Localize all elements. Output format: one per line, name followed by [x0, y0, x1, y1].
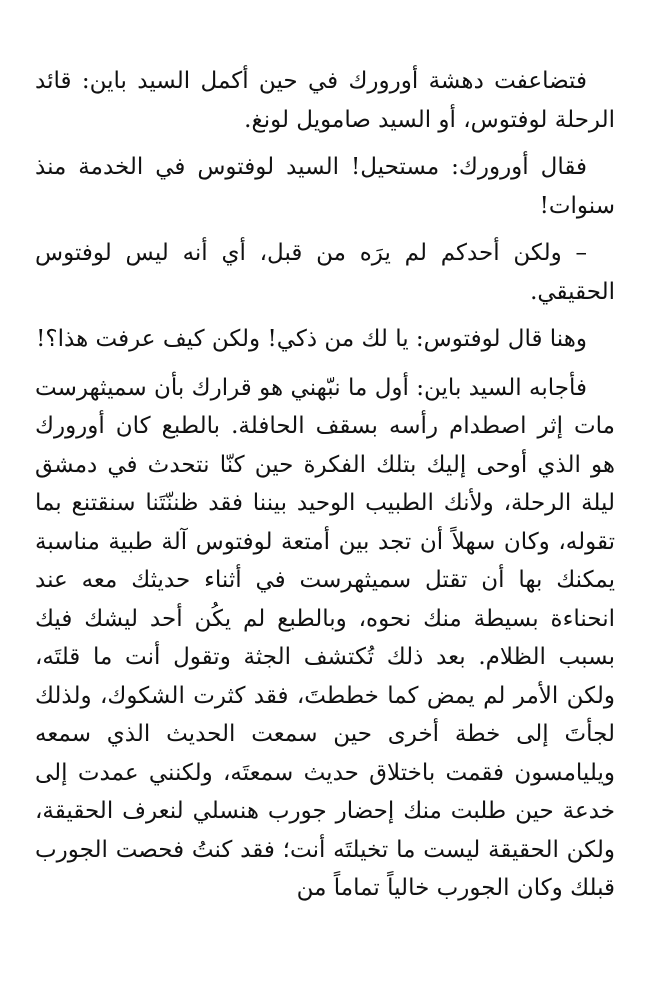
paragraph-2: فقال أورورك: مستحيل! السيد لوفتوس في الخدمة منذ سنوات!	[35, 154, 615, 219]
paragraph-4: وهنا قال لوفتوس: يا لك من ذكي! ولكن كيف عرفت هذا؟!	[36, 326, 587, 352]
paragraph-5: فأجابه السيد باين: أول ما نبّهني هو قرارك بأن سميثهرست مات إثر اصطدام رأسه بسقف الحافلة. بالطبع كان أورورك هو الذي أوحى إليك بتلك الفكرة حين كنّا نتحدث في دمشق ليلة الرحلة، ولأنك الطبيب الوحيد بيننا فقد ظننّتَنا سنقتنع بما تقوله، وكان سهلاً أن تجد بين أمتعة لوفتوس آلة طبية مناسبة يمكنك بها أن تقتل سميثهرست في أثناء حديثك معه عند انحناءة بسيطة منك نحوه، وبالطبع لم يكُن أحد ليشك فيك بسبب الظلام. بعد ذلك تُكتشف الجثة وتقول أنت ما قلتَه، ولكن الأمر لم يمض كما خططتَ، فقد كثرت الشكوك، ولذلك لجأتَ إلى خطة أخرى حين سمعت الحديث الذي سمعه ويليامسون فقمت باختلاق حديث سمعتَه، ولكنني عمدت إلى خدعة حين طلبت منك إحضار جورب هنسلي لنعرف الحقيقة، ولكن الحقيقة ليست ما تخيلتَه أنت؛ فقد كنتُ فحصت الجورب قبلك وكان الجورب خالياً تماماً من	[35, 374, 615, 901]
paragraph-3: – ولكن أحدكم لم يرَه من قبل، أي أنه ليس لوفتوس الحقيقي.	[35, 240, 615, 305]
paragraph-1: فتضاعفت دهشة أورورك في حين أكمل السيد باين: قائد الرحلة لوفتوس، أو السيد صامويل لونغ.	[35, 68, 615, 133]
